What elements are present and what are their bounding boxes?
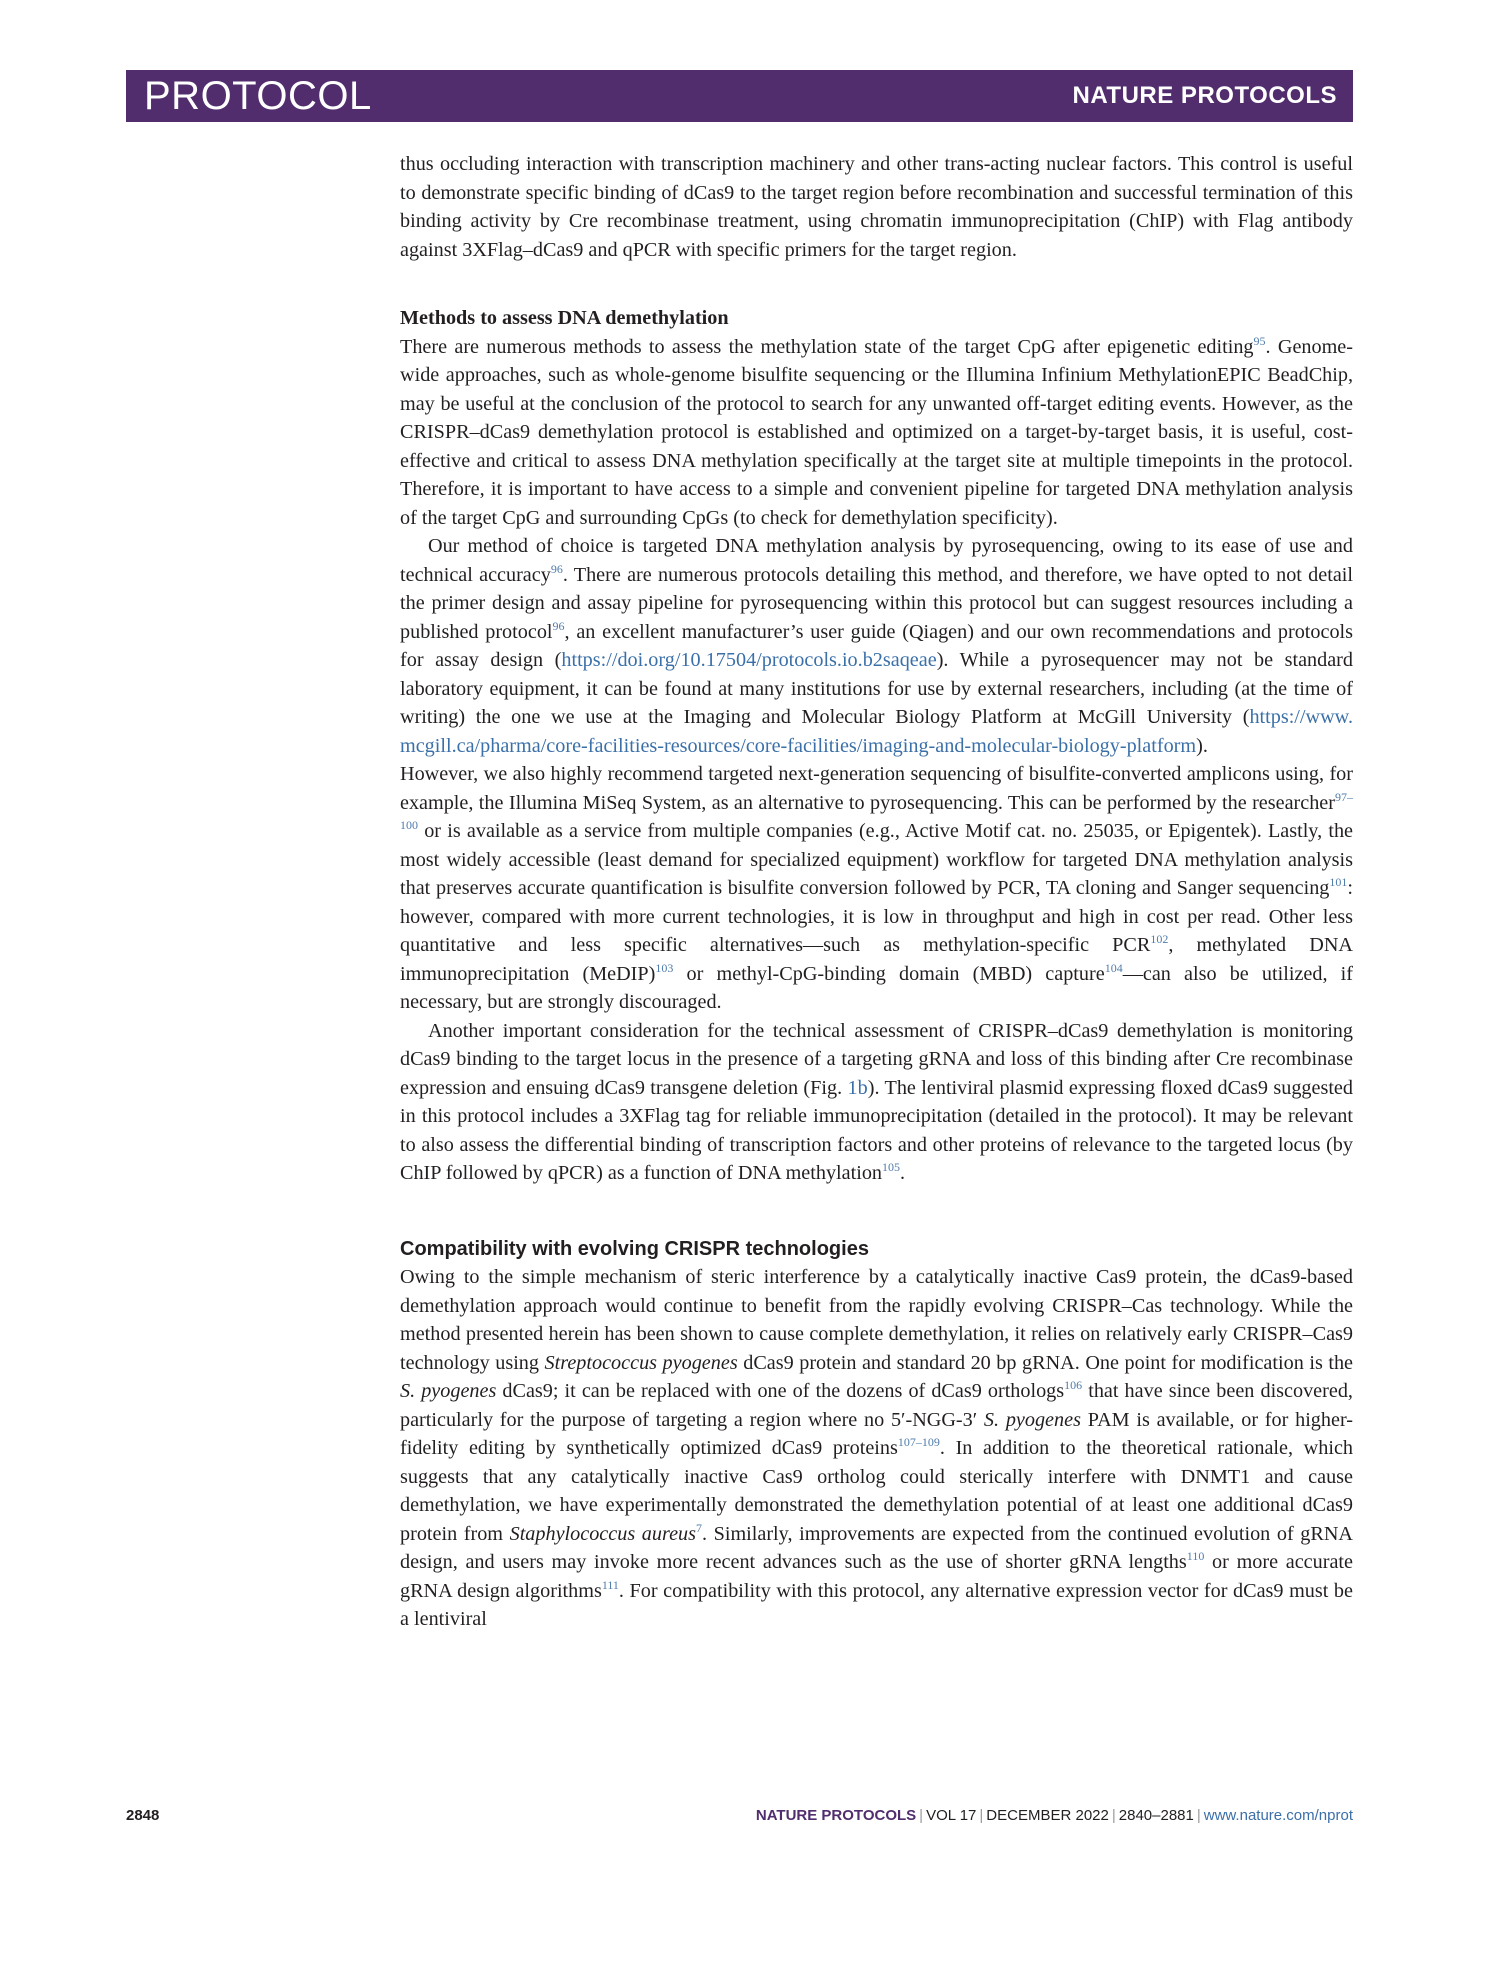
article-body xyxy=(400,150,1353,1634)
citation-ref[interactable]: 7 xyxy=(695,1520,702,1535)
citation-ref[interactable]: 104 xyxy=(1104,960,1123,975)
footer-journal: NATURE PROTOCOLS xyxy=(755,1807,917,1824)
citation-ref[interactable]: 97–100 xyxy=(400,789,1353,832)
paragraph-methods-1: There are numerous methods to assess the methylation state of the target CpG after epigenetic editing$^{95}$. Genome-wide approaches, such as whole-genome bisulfite sequencing or the Illumina Infinium MethylationEPIC BeadChip, may be useful at the conclusion of the protocol to search for any unwanted off-target editing events. However, as the CRISPR–dCas9 demethylation protocol is established and optimized on a target-by-target basis, it is useful, cost-effective and critical to assess DNA methylation specifically at the target site at multiple timepoints in the protocol. Therefore, it is important to have access to a simple and convenient pipeline for targeted DNA methylation analysis of the target CpG and surrounding CpGs (to check for demethylation specificity). xyxy=(400,333,1353,529)
paragraph-methods-3: However, we also highly recommend targeted next-generation sequencing of bisulfite-converted amplicons using, for example, the Illumina MiSeq System, as an alternative to pyrosequencing. This can be performed by the researcher$^{97-100}$ or is available as a service from multiple companies (e.g., Active Motif cat. no. 25035, or Epigentek). Lastly, the most widely accessible (least demand for specialized equipment) workflow for targeted DNA methylation analysis that preserves accurate quantification is bisulfite conversion followed by PCR, TA cloning and Sanger sequencing$^{101}$: however, compared with more current technologies, it is low in throughput and high in cost per read. Other less quantitative and less specific alternatives—such as methylation-specific PCR$^{102}$, methylated DNA immunoprecipitation (MeDIP)$^{103}$ or methyl-CpG-binding domain (MBD) capture$^{104}$—can also be utilized, if necessary, but are strongly discouraged. xyxy=(400,763,1354,1013)
paragraph-methods-4: Another important consideration for the technical assessment of CRISPR–dCas9 demethylation is monitoring dCas9 binding to the target locus in the presence of a targeting gRNA and loss of this binding after Cre recombinase expression and ensuing dCas9 transgene deletion (Fig. 1b). The lentiviral plasmid expressing floxed dCas9 suggested in this protocol includes a 3XFlag tag for reliable immunoprecipitation (detailed in the protocol). It may be relevant to also assess the differential binding of transcription factors and other proteins of relevance to the targeted locus (by ChIP followed by qPCR) as a function of DNA methylation$^{105}$. xyxy=(400,1019,1353,1184)
citation-ref[interactable]: 95 xyxy=(1253,333,1266,348)
journal-label: NATURE PROTOCOLS xyxy=(1072,82,1337,109)
citation-ref[interactable]: 106 xyxy=(1064,1378,1083,1392)
footer-volume: VOL 17 xyxy=(926,1807,977,1824)
section-heading-crispr-compatibility: Compatibility with evolving CRISPR technologies xyxy=(400,1237,869,1260)
mcgill-platform-link[interactable]: https://www.​mcgill.ca/pharma/core-facilities-resources/core-facilities/imaging-and-molecular-biology-platform xyxy=(400,706,1353,757)
section-heading-demethylation-methods: Methods to assess DNA demethylation xyxy=(400,307,729,329)
header-bar xyxy=(126,70,1353,122)
paragraph-compatibility-1: Owing to the simple mechanism of steric interference by a catalytically inactive Cas9 protein, the dCas9-based demethylation approach would continue to benefit from the rapidly evolving CRISPR–Cas technology. While the method presented herein has been shown to cause complete demethylation, it relies on relatively early CRISPR–Cas9 technology using Streptococcus pyogenes dCas9 protein and standard 20 bp gRNA. One point for modification is the S. pyogenes dCas9; it can be replaced with one of the dozens of dCas9 orthologs$^{106}$ that have since been discovered, particularly for the purpose of targeting a region where no 5′-NGG-3′ S. pyogenes PAM is available, or for higher-fidelity editing by synthetically optimized dCas9 proteins$^{107-109}$. In addition to the theoretical rationale, which suggests that any catalytically inactive Cas9 ortholog could sterically interfere with DNMT1 and cause demethylation, we have experimentally demonstrated the demethylation potential of at least one additional dCas9 protein from Staphylococcus aureus$^7$. Similarly, improvements are expected from the continued evolution of gRNA design, and users may invoke more recent advances such as the use of shorter gRNA lengths$^{110}$ or more accurate gRNA design algorithms$^{111}$. For compatibility with this protocol, any alternative expression vector for dCas9 must be a lentiviral xyxy=(400,1266,1354,1630)
footer-date: DECEMBER 2022 xyxy=(986,1807,1109,1824)
citation-ref[interactable]: 96 xyxy=(550,561,563,576)
citation-ref[interactable]: 110 xyxy=(1186,1549,1205,1563)
intro-paragraph: thus occluding interaction with transcription machinery and other trans-acting nuclear factors. This control is useful to demonstrate specific binding of dCas9 to the target region before recombination and successful termination of this binding activity by Cre recombinase treatment, using chromatin immunoprecipitation (ChIP) with Flag antibody against 3XFlag–dCas9 and qPCR with specific primers for the target region. xyxy=(400,153,1353,261)
figure-ref-link[interactable]: 1b xyxy=(847,1076,868,1099)
citation-ref[interactable]: 107–109 xyxy=(897,1435,940,1449)
protocols-io-link[interactable]: https://doi.org/10.​17504/protocols.io.b2saqeae xyxy=(561,649,937,671)
citation-ref[interactable]: 102 xyxy=(1150,932,1169,946)
citation-ref[interactable]: 111 xyxy=(601,1577,619,1592)
page-number: 2848 xyxy=(126,1807,160,1824)
paragraph-methods-2: Our method of choice is targeted DNA methylation analysis by pyrosequencing, owing to its ease of use and technical accuracy$^{96}$. There are numerous protocols detailing this method, and therefore, we have opted to not detail the primer design and assay pipeline for pyrosequencing within this protocol but can suggest resources including a published protocol$^{96}$, an excellent manufacturer’s user guide (Qiagen) and our own recommendations and protocols for assay design (https://doi.org/10.​17504/protocols.io.b2saqeae). While a pyrosequencer may not be standard laboratory equipment, it can be found at many institutions for use by external researchers, including (at the time of writing) the one we use at the Imaging and Molecular Biology Platform at McGill University (https://www.​mcgill.ca/pharma/core-facilities-resources/core-facilities/imaging-and-molecular-biology-platform). xyxy=(400,535,1354,757)
citation-ref[interactable]: 103 xyxy=(655,960,674,975)
footer-url-link[interactable]: www.nature.com/nprot xyxy=(1203,1807,1353,1824)
footer-pages: 2840–2881 xyxy=(1118,1807,1194,1824)
section-label: PROTOCOL xyxy=(144,74,372,118)
citation-ref[interactable]: 101 xyxy=(1329,875,1348,889)
citation-ref[interactable]: 96 xyxy=(552,618,565,633)
footer-citation: NATURE PROTOCOLS | VOL 17 | DECEMBER 2022 | 2840–2881 | www.nature.com/nprot xyxy=(755,1807,1353,1824)
citation-ref[interactable]: 105 xyxy=(882,1160,901,1174)
